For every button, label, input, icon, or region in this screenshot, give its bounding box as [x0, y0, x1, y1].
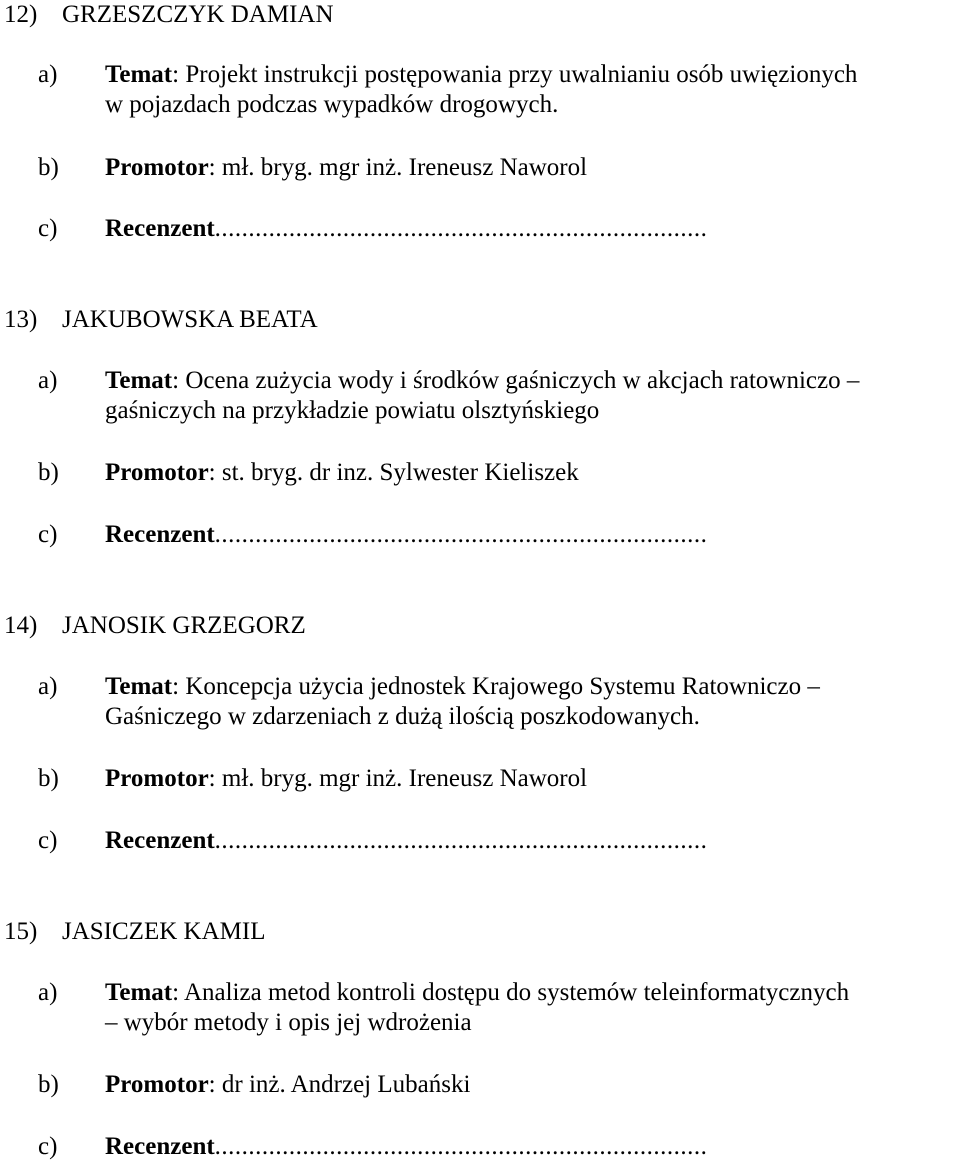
topic-label: Temat — [105, 61, 173, 88]
reviewer-dots: ......................................................................... — [214, 827, 708, 854]
entry-number: 12) — [4, 1, 38, 28]
entry-header — [4, 917, 265, 947]
reviewer-label: Recenzent — [105, 1133, 215, 1160]
reviewer-dots: ......................................................................... — [214, 1133, 708, 1160]
topic-line-continued: gaśniczych na przykładzie powiatu olsztyńskiego — [105, 397, 600, 424]
topic-text: : Projekt instrukcji postępowania przy uwalnianiu osób uwięzionych — [172, 61, 858, 88]
entry-header — [4, 611, 306, 641]
topic-line-continued: Gaśniczego w zdarzeniach z dużą ilością poszkodowanych. — [105, 703, 700, 730]
reviewer-body — [105, 826, 955, 856]
item-marker: c) — [38, 521, 58, 548]
item-marker: b) — [38, 459, 59, 486]
topic-label: Temat — [105, 673, 173, 700]
promotor-body — [105, 1070, 955, 1100]
item-marker: b) — [38, 154, 59, 181]
item-marker: b) — [38, 1071, 59, 1098]
item-marker: a) — [38, 367, 58, 394]
promotor-label: Promotor — [105, 1071, 209, 1098]
item-marker: c) — [38, 827, 58, 854]
promotor-body — [105, 764, 955, 794]
promotor-label: Promotor — [105, 459, 209, 486]
topic-body — [105, 60, 955, 120]
reviewer-line — [105, 1132, 955, 1162]
promotor-line — [105, 153, 955, 183]
topic-line — [105, 672, 955, 702]
reviewer-body — [105, 520, 955, 550]
promotor-line — [105, 764, 955, 794]
promotor-label: Promotor — [105, 765, 209, 792]
topic-line — [105, 366, 955, 396]
reviewer-line — [105, 214, 955, 244]
entry-number: 13) — [4, 306, 38, 333]
reviewer-line — [105, 826, 955, 856]
entry-header — [4, 305, 318, 335]
reviewer-label: Recenzent — [105, 521, 215, 548]
item-marker: a) — [38, 673, 58, 700]
reviewer-dots: ......................................................................... — [214, 521, 708, 548]
promotor-name: : mł. bryg. mgr inż. Ireneusz Naworol — [208, 154, 588, 181]
topic-body — [105, 672, 955, 732]
promotor-label: Promotor — [105, 154, 209, 181]
student-name: JASICZEK KAMIL — [62, 918, 266, 945]
item-marker: c) — [38, 1133, 58, 1160]
promotor-line — [105, 1070, 955, 1100]
student-name: GRZESZCZYK DAMIAN — [62, 1, 334, 28]
reviewer-body — [105, 214, 955, 244]
reviewer-line — [105, 520, 955, 550]
topic-label: Temat — [105, 367, 173, 394]
entry-header — [4, 0, 334, 30]
topic-line — [105, 60, 955, 90]
topic-label: Temat — [105, 979, 173, 1006]
promotor-body — [105, 153, 955, 183]
reviewer-dots: ......................................................................... — [214, 215, 708, 242]
item-marker: a) — [38, 61, 58, 88]
topic-line-continued: w pojazdach podczas wypadków drogowych. — [105, 91, 559, 118]
topic-body — [105, 978, 955, 1038]
entry-number: 14) — [4, 612, 38, 639]
reviewer-body — [105, 1132, 955, 1162]
item-marker: c) — [38, 215, 58, 242]
topic-line-continued: – wybór metody i opis jej wdrożenia — [105, 1009, 472, 1036]
topic-body — [105, 366, 955, 426]
student-name: JANOSIK GRZEGORZ — [62, 612, 306, 639]
topic-text: : Analiza metod kontroli dostępu do systemów teleinformatycznych — [172, 979, 850, 1006]
reviewer-label: Recenzent — [105, 827, 215, 854]
promotor-line — [105, 458, 955, 488]
student-name: JAKUBOWSKA BEATA — [62, 306, 318, 333]
topic-text: : Ocena zużycia wody i środków gaśniczych w akcjach ratowniczo – — [172, 367, 860, 394]
promotor-name: : mł. bryg. mgr inż. Ireneusz Naworol — [208, 765, 588, 792]
topic-line — [105, 978, 955, 1008]
topic-text: : Koncepcja użycia jednostek Krajowego Systemu Ratowniczo – — [172, 673, 820, 700]
item-marker: a) — [38, 979, 58, 1006]
reviewer-label: Recenzent — [105, 215, 215, 242]
entry-number: 15) — [4, 918, 38, 945]
promotor-name: : st. bryg. dr inz. Sylwester Kieliszek — [208, 459, 579, 486]
promotor-body — [105, 458, 955, 488]
promotor-name: : dr inż. Andrzej Lubański — [208, 1071, 471, 1098]
item-marker: b) — [38, 765, 59, 792]
